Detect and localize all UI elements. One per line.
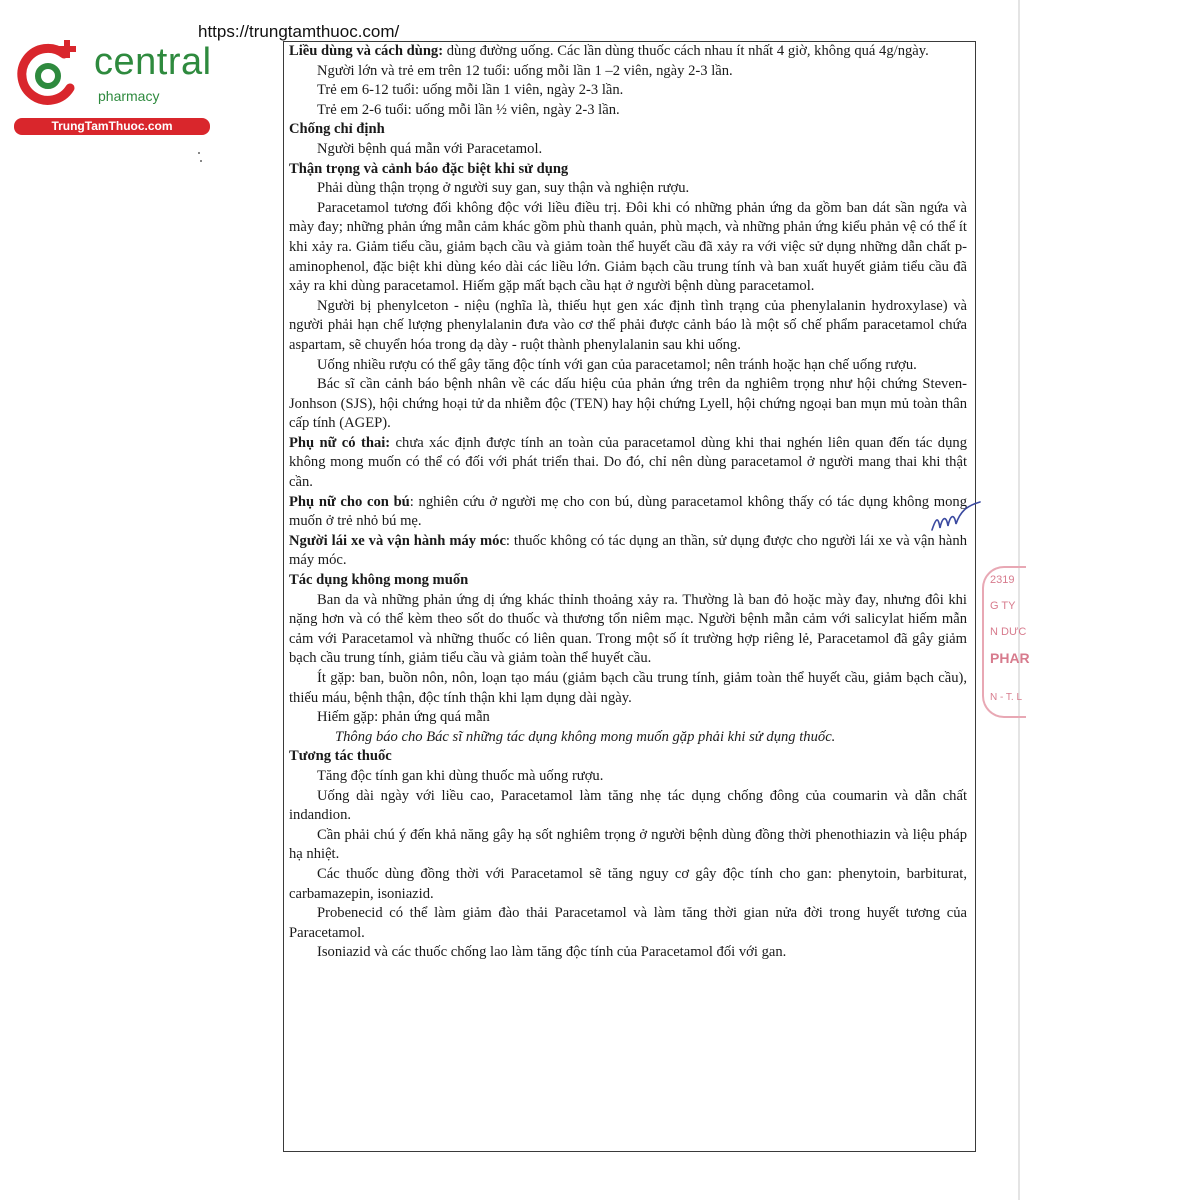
pregnancy-heading: Phụ nữ có thai:	[289, 434, 391, 451]
side-effects-heading: Tác dụng không mong muốn	[289, 572, 469, 589]
stamp-line: N DƯC	[990, 626, 1027, 638]
breastfeeding-section	[289, 493, 967, 532]
driving-text: : thuốc không có tác dụng an thần, sử dụng được cho người lái xe và vận hành máy móc.	[289, 532, 967, 569]
contraindications-text: Người bệnh quá mẫn với Paracetamol.	[317, 140, 543, 157]
interactions-paragraph: Probenecid có thể làm giảm đào thải Paracetamol và làm tăng thời gian nửa đời trong huyết tương của Paracetamol.	[289, 905, 967, 941]
dosage-section	[289, 42, 967, 62]
precautions-paragraph: Uống nhiều rượu có thể gây tăng độc tính với gan của paracetamol; nên tránh hoặc hạn chế uống rượu.	[317, 356, 917, 373]
dosage-heading: Liều dùng và cách dùng:	[289, 43, 444, 59]
dosage-text: dùng đường uống. Các lần dùng thuốc cách nhau ít nhất 4 giờ, không quá 4g/ngày.	[443, 43, 929, 59]
dosage-line: Trẻ em 2-6 tuổi: uống mỗi lần ½ viên, ngày 2-3 lần.	[317, 101, 620, 118]
interactions-paragraph: Các thuốc dùng đồng thời với Paracetamol sẽ tăng nguy cơ gây độc tính cho gan: phenytoin, barbiturat, carbamazepin, isoniazid.	[289, 865, 967, 902]
stamp-line: N - T. L	[990, 692, 1023, 703]
interactions-heading: Tương tác thuốc	[289, 748, 392, 765]
driving-section	[289, 532, 967, 571]
pregnancy-text: chưa xác định được tính an toàn của paracetamol dùng khi thai nghén liên quan đến tác dụng không mong muốn có thể có đối với phát triển thai. Do đó, chỉ nên dùng paracetamol ở người mang thai khi thật cần.	[289, 434, 967, 491]
brand-subtitle: pharmacy	[98, 88, 160, 104]
precautions-paragraph: Người bị phenylceton - niệu (nghĩa là, thiếu hụt gen xác định tình trạng của phenylalanin hydroxylase) và người phải hạn chế lượng phenylalanin đưa vào cơ thể phải được cảnh báo là một số chế phẩm paracetamol chứa aspartam, sẽ chuyển hóa trong dạ dày - ruột thành phenylalanin sau khi uống.	[289, 297, 967, 353]
interactions-paragraph: Tăng độc tính gan khi dùng thuốc mà uống rượu.	[317, 767, 604, 784]
brand-banner: TrungTamThuoc.com	[14, 118, 210, 135]
company-stamp	[982, 566, 1030, 718]
driving-heading: Người lái xe và vận hành máy móc	[289, 532, 506, 549]
interactions-paragraph: Uống dài ngày với liều cao, Paracetamol làm tăng nhẹ tác dụng chống đông của coumarin và dẫn chất indandion.	[289, 787, 967, 824]
brand-name: central	[94, 41, 212, 83]
side-effects-paragraph: Ban da và những phản ứng dị ứng khác thỉnh thoảng xảy ra. Thường là ban đỏ hoặc mày đay, nhưng đôi khi nặng hơn và có thể kèm theo sốt do thuốc và thương tổn niêm mạc. Người bệnh mẫn cảm với salicylat hiếm mẫn cảm với Paracetamol và những thuốc có liên quan. Trong một số ít trường hợp riêng lẻ, Paracetamol đã gây giảm bạch cầu trung tính, giảm tiểu cầu và giảm toàn thể huyết cầu.	[289, 591, 967, 667]
stamp-line: G TY	[990, 600, 1016, 612]
breastfeeding-heading: Phụ nữ cho con bú	[289, 493, 410, 510]
precautions-heading: Thận trọng và cảnh báo đặc biệt khi sử dụng	[289, 160, 569, 177]
side-effects-paragraph: Hiếm gặp: phản ứng quá mẫn	[317, 709, 490, 726]
stamp-line: PHAR	[990, 650, 1030, 666]
stamp-line: 2319	[990, 574, 1015, 586]
precautions-paragraph: Bác sĩ cần cảnh báo bệnh nhân về các dấu hiệu của phản ứng trên da nghiêm trọng như hội chứng Steven-Jonhson (SJS), hội chứng hoại tử da nhiễm độc (TEN) hay hội chứng Lyell, hội chứng ngoại ban mụn mủ toàn thân cấp tính (AGEP).	[289, 376, 967, 432]
scan-speck	[200, 160, 202, 162]
scan-speck	[198, 152, 200, 154]
interactions-paragraph: Isoniazid và các thuốc chống lao làm tăng độc tính của Paracetamol đối với gan.	[317, 944, 787, 961]
document-body	[289, 42, 967, 963]
precautions-paragraph: Paracetamol tương đối không độc với liều điều trị. Đôi khi có những phản ứng da gồm ban dát sần ngứa và mày đay; những phản ứng mẫn cảm khác gồm phù thanh quản, phù mạch, và những phản ứng kiểu phản vệ có thể ít khi xảy ra. Giảm tiểu cầu, giảm bạch cầu và giảm toàn thể huyết cầu đã xảy ra với việc sử dụng những dẫn chất p-aminophenol, đặc biệt khi dùng kéo dài các liều lớn. Giảm bạch cầu trung tính và ban xuất huyết giảm tiểu cầu đã xảy ra khi dùng paracetamol. Hiếm gặp mất bạch cầu hạt ở người bệnh dùng paracetamol.	[289, 199, 967, 295]
signature-mark	[926, 500, 986, 540]
pharmacy-logo-icon	[12, 38, 84, 110]
source-url[interactable]: https://trungtamthuoc.com/	[198, 22, 400, 41]
pregnancy-section	[289, 434, 967, 493]
dosage-line: Người lớn và trẻ em trên 12 tuổi: uống mỗi lần 1 –2 viên, ngày 2-3 lần.	[317, 62, 733, 79]
precautions-paragraph: Phải dùng thận trọng ở người suy gan, suy thận và nghiện rượu.	[317, 180, 690, 197]
side-effects-note: Thông báo cho Bác sĩ những tác dụng không mong muốn gặp phải khi sử dụng thuốc.	[335, 728, 836, 745]
central-pharmacy-logo[interactable]	[8, 38, 213, 138]
interactions-paragraph: Cần phải chú ý đến khả năng gây hạ sốt nghiêm trọng ở người bệnh dùng đồng thời phenothiazin và liệu pháp hạ nhiệt.	[289, 826, 967, 863]
contraindications-heading: Chống chỉ định	[289, 121, 385, 138]
breastfeeding-text: : nghiên cứu ở người mẹ cho con bú, dùng paracetamol không thấy có tác dụng không mong muốn ở trẻ nhỏ bú mẹ.	[289, 493, 967, 530]
dosage-line: Trẻ em 6-12 tuổi: uống mỗi lần 1 viên, ngày 2-3 lần.	[317, 82, 624, 99]
side-effects-paragraph: Ít gặp: ban, buồn nôn, nôn, loạn tạo máu (giảm bạch cầu trung tính, giảm toàn thể huyết cầu, giảm bạch cầu), thiếu máu, bệnh thận, độc tính thận khi lạm dụng dài ngày.	[289, 670, 967, 706]
